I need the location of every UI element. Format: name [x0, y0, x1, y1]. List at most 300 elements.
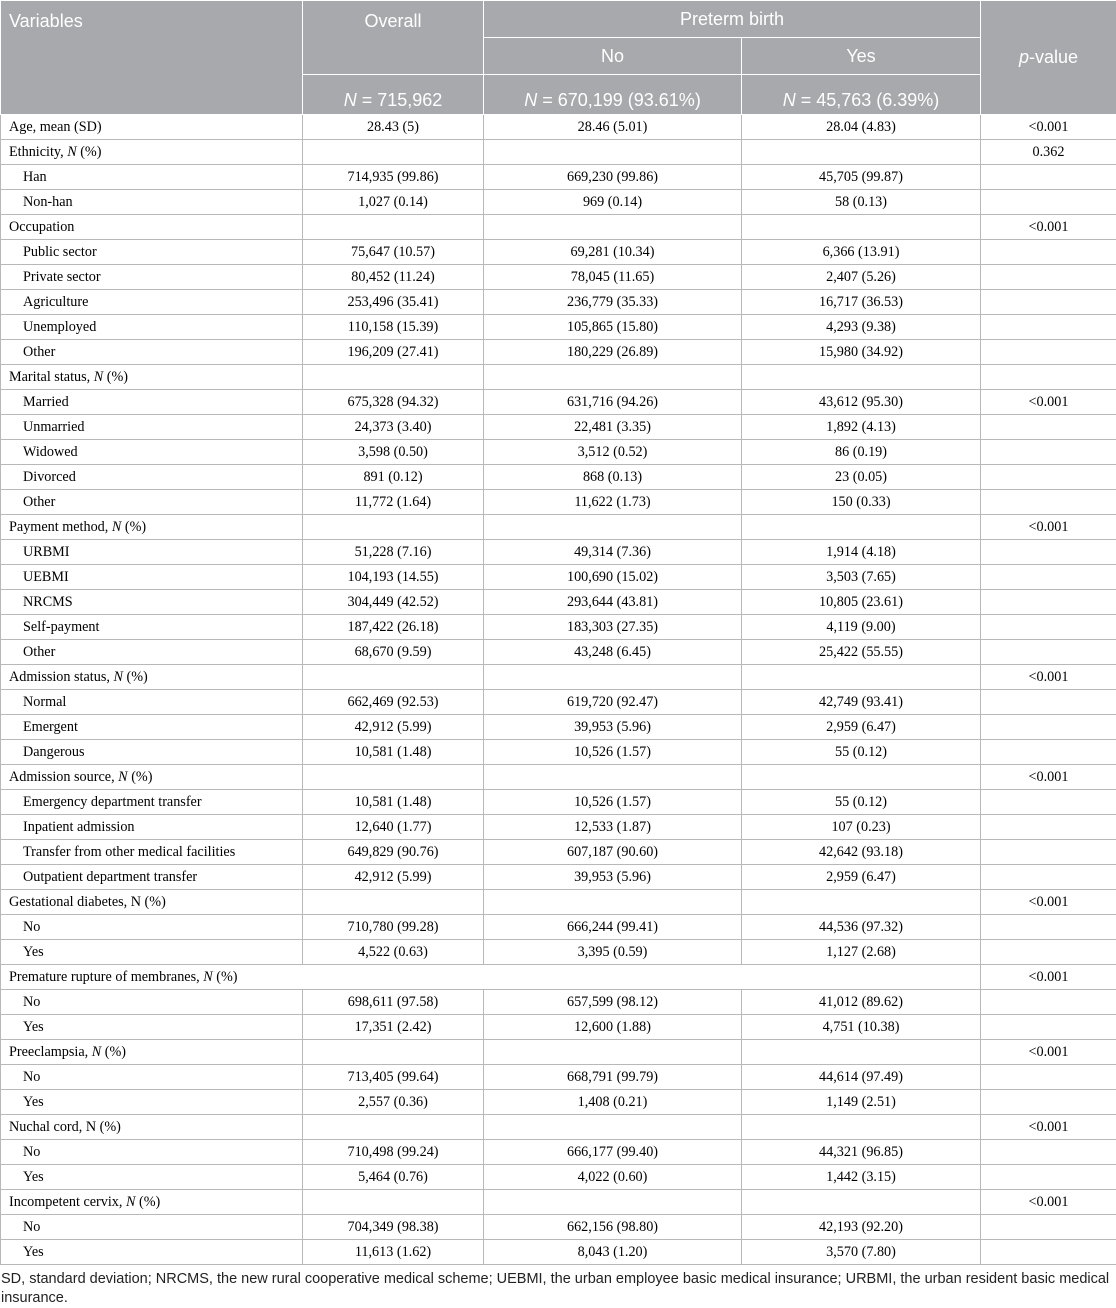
table-row — [1, 940, 1116, 965]
cell-yes: 4,751 (10.38) — [742, 1015, 981, 1040]
cell-overall — [303, 1115, 484, 1140]
table-row — [1, 1015, 1116, 1040]
row-label-text: Marital status, — [9, 369, 94, 385]
cell-yes: 58 (0.13) — [742, 190, 981, 215]
cell-yes: 6,366 (13.91) — [742, 240, 981, 265]
row-label-text: No — [23, 1219, 40, 1235]
row-label — [1, 365, 303, 390]
cell-yes: 15,980 (34.92) — [742, 340, 981, 365]
header-n-yes — [742, 75, 981, 115]
row-label — [1, 790, 303, 815]
cell-overall — [303, 1040, 484, 1065]
cell-p — [981, 1090, 1116, 1115]
cell-yes: 23 (0.05) — [742, 465, 981, 490]
cell-no: 12,533 (1.87) — [484, 815, 742, 840]
table-row-group-header — [1, 1190, 1116, 1215]
row-label — [1, 640, 303, 665]
row-label — [1, 165, 303, 190]
cell-no: 669,230 (99.86) — [484, 165, 742, 190]
row-label — [1, 1015, 303, 1040]
table-row-group-header — [1, 965, 1116, 990]
cell-no: 183,303 (27.35) — [484, 615, 742, 640]
cell-yes: 43,612 (95.30) — [742, 390, 981, 415]
cell-p: <0.001 — [981, 1115, 1116, 1140]
row-label-text: Preeclampsia, — [9, 1044, 92, 1060]
cell-yes — [742, 515, 981, 540]
row-label — [1, 540, 303, 565]
row-label-text: Outpatient department transfer — [23, 869, 197, 885]
row-label — [1, 465, 303, 490]
cell-overall — [303, 890, 484, 915]
cell-overall — [303, 765, 484, 790]
cell-no: 28.46 (5.01) — [484, 115, 742, 140]
cell-p — [981, 440, 1116, 465]
row-label — [1, 1065, 303, 1090]
row-label-text: Yes — [23, 1169, 44, 1185]
cell-p — [981, 190, 1116, 215]
header-variables: Variables — [1, 1, 303, 115]
row-label — [1, 765, 303, 790]
cell-p — [981, 865, 1116, 890]
cell-yes: 107 (0.23) — [742, 815, 981, 840]
cell-overall: 24,373 (3.40) — [303, 415, 484, 440]
cell-yes: 2,959 (6.47) — [742, 865, 981, 890]
table-row — [1, 690, 1116, 715]
table-row — [1, 590, 1116, 615]
row-label-text: Emergent — [23, 719, 78, 735]
row-label-text: Yes — [23, 944, 44, 960]
cell-yes: 3,570 (7.80) — [742, 1240, 981, 1265]
cell-no: 3,395 (0.59) — [484, 940, 742, 965]
cell-no — [484, 140, 742, 165]
table-row — [1, 715, 1116, 740]
cell-p — [981, 315, 1116, 340]
cell-no — [484, 1115, 742, 1140]
table-row — [1, 1140, 1116, 1165]
cell-overall: 710,780 (99.28) — [303, 915, 484, 940]
table-row — [1, 190, 1116, 215]
row-label — [1, 1090, 303, 1115]
header-overall: Overall — [303, 1, 484, 75]
cell-no: 666,244 (99.41) — [484, 915, 742, 940]
row-label — [1, 1190, 303, 1215]
cell-no: 666,177 (99.40) — [484, 1140, 742, 1165]
row-label-text: Other — [23, 494, 55, 510]
cell-p — [981, 540, 1116, 565]
cell-yes — [742, 765, 981, 790]
table-row — [1, 415, 1116, 440]
n-italic: N — [783, 90, 796, 110]
cell-overall — [303, 365, 484, 390]
cell-no: 868 (0.13) — [484, 465, 742, 490]
row-label — [1, 865, 303, 890]
table-row — [1, 640, 1116, 665]
cell-p — [981, 265, 1116, 290]
row-label-text: Transfer from other medical facilities — [23, 844, 235, 860]
cell-overall: 75,647 (10.57) — [303, 240, 484, 265]
cell-yes: 4,293 (9.38) — [742, 315, 981, 340]
row-label — [1, 390, 303, 415]
table-row — [1, 615, 1116, 640]
table-row — [1, 915, 1116, 940]
cell-p — [981, 590, 1116, 615]
row-label-text: Agriculture — [23, 294, 88, 310]
header-p-value — [981, 1, 1116, 115]
table-row-group-header — [1, 215, 1116, 240]
cell-p — [981, 165, 1116, 190]
header-n-overall — [303, 75, 484, 115]
cell-no: 631,716 (94.26) — [484, 390, 742, 415]
cell-p — [981, 290, 1116, 315]
cell-no: 105,865 (15.80) — [484, 315, 742, 340]
row-label-tail: (%) — [128, 769, 153, 785]
cell-p: <0.001 — [981, 390, 1116, 415]
n-yes-value: 45,763 (6.39%) — [816, 90, 939, 110]
row-label — [1, 690, 303, 715]
cell-p — [981, 490, 1116, 515]
table-row — [1, 315, 1116, 340]
cell-p — [981, 365, 1116, 390]
table-row — [1, 840, 1116, 865]
row-label-text: Payment method, — [9, 519, 112, 535]
row-label-text: Married — [23, 394, 69, 410]
table-row — [1, 1165, 1116, 1190]
cell-no: 12,600 (1.88) — [484, 1015, 742, 1040]
cell-yes — [742, 1190, 981, 1215]
cell-p: <0.001 — [981, 765, 1116, 790]
cell-overall — [303, 515, 484, 540]
table-row-group-header — [1, 890, 1116, 915]
cell-overall: 253,496 (35.41) — [303, 290, 484, 315]
cell-p — [981, 815, 1116, 840]
row-label-text: Other — [23, 344, 55, 360]
cell-overall: 704,349 (98.38) — [303, 1215, 484, 1240]
cell-yes: 55 (0.12) — [742, 740, 981, 765]
cell-p: <0.001 — [981, 665, 1116, 690]
header-n-no — [484, 75, 742, 115]
table-row — [1, 165, 1116, 190]
cell-yes: 2,959 (6.47) — [742, 715, 981, 740]
row-label-text: No — [23, 1144, 40, 1160]
row-label-text: Gestational diabetes, N (%) — [9, 894, 166, 910]
row-label-italic: N — [92, 1044, 101, 1060]
cell-no: 78,045 (11.65) — [484, 265, 742, 290]
cell-p: <0.001 — [981, 965, 1116, 990]
table-row — [1, 240, 1116, 265]
cell-p — [981, 990, 1116, 1015]
row-label-text: Dangerous — [23, 744, 84, 760]
cell-overall: 51,228 (7.16) — [303, 540, 484, 565]
cell-overall — [303, 140, 484, 165]
cell-no: 43,248 (6.45) — [484, 640, 742, 665]
cell-overall — [303, 665, 484, 690]
cell-yes: 42,749 (93.41) — [742, 690, 981, 715]
cell-p — [981, 1015, 1116, 1040]
row-label — [1, 1240, 303, 1265]
row-label-tail: (%) — [77, 144, 102, 160]
cell-overall: 10,581 (1.48) — [303, 740, 484, 765]
table-row-group-header — [1, 140, 1116, 165]
cell-overall: 891 (0.12) — [303, 465, 484, 490]
row-label — [1, 565, 303, 590]
row-label — [1, 440, 303, 465]
row-label-text: Nuchal cord, N (%) — [9, 1119, 121, 1135]
cell-yes: 1,149 (2.51) — [742, 1090, 981, 1115]
row-label-text: Widowed — [23, 444, 78, 460]
table-row — [1, 565, 1116, 590]
cell-yes — [742, 140, 981, 165]
row-label-text: Inpatient admission — [23, 819, 135, 835]
cell-yes: 44,536 (97.32) — [742, 915, 981, 940]
n-italic: N — [344, 90, 357, 110]
cell-overall: 42,912 (5.99) — [303, 715, 484, 740]
cell-yes: 10,805 (23.61) — [742, 590, 981, 615]
row-label-text: Ethnicity, — [9, 144, 67, 160]
cell-yes: 150 (0.33) — [742, 490, 981, 515]
table-row — [1, 740, 1116, 765]
cell-overall: 10,581 (1.48) — [303, 790, 484, 815]
row-label-tail: (%) — [135, 1194, 160, 1210]
cell-yes — [742, 665, 981, 690]
cell-no: 8,043 (1.20) — [484, 1240, 742, 1265]
row-label-text: Yes — [23, 1244, 44, 1260]
row-label — [1, 1140, 303, 1165]
cell-overall: 649,829 (90.76) — [303, 840, 484, 865]
cell-no: 668,791 (99.79) — [484, 1065, 742, 1090]
cell-yes — [742, 1040, 981, 1065]
row-label-text: No — [23, 994, 40, 1010]
cell-p: <0.001 — [981, 1190, 1116, 1215]
table-row — [1, 990, 1116, 1015]
table-row — [1, 265, 1116, 290]
table-row — [1, 490, 1116, 515]
row-label-italic: N — [203, 969, 212, 985]
cell-no — [484, 515, 742, 540]
row-label — [1, 290, 303, 315]
cell-no: 10,526 (1.57) — [484, 790, 742, 815]
row-label — [1, 965, 981, 990]
row-label — [1, 1215, 303, 1240]
row-label-italic: N — [112, 519, 121, 535]
cell-p — [981, 240, 1116, 265]
row-label-text: Premature rupture of membranes, — [9, 969, 203, 985]
cell-p — [981, 1165, 1116, 1190]
cell-yes: 41,012 (89.62) — [742, 990, 981, 1015]
table-row-group-header — [1, 1040, 1116, 1065]
cell-no: 11,622 (1.73) — [484, 490, 742, 515]
cell-overall: 710,498 (99.24) — [303, 1140, 484, 1165]
row-label — [1, 615, 303, 640]
cell-yes: 28.04 (4.83) — [742, 115, 981, 140]
cell-yes: 2,407 (5.26) — [742, 265, 981, 290]
cell-no: 39,953 (5.96) — [484, 865, 742, 890]
row-label-text: Occupation — [9, 219, 74, 235]
cell-overall: 698,611 (97.58) — [303, 990, 484, 1015]
cell-p — [981, 615, 1116, 640]
cell-yes: 1,442 (3.15) — [742, 1165, 981, 1190]
cell-overall: 187,422 (26.18) — [303, 615, 484, 640]
row-label-tail: (%) — [101, 1044, 126, 1060]
table-row — [1, 1065, 1116, 1090]
row-label — [1, 890, 303, 915]
row-label-text: Admission source, — [9, 769, 118, 785]
row-label-italic: N — [113, 669, 122, 685]
row-label-text: Incompetent cervix, — [9, 1194, 126, 1210]
table-row-group-header — [1, 365, 1116, 390]
header-preterm-birth: Preterm birth — [484, 1, 981, 38]
row-label — [1, 915, 303, 940]
cell-p — [981, 740, 1116, 765]
row-label — [1, 415, 303, 440]
cell-no: 10,526 (1.57) — [484, 740, 742, 765]
cell-no: 657,599 (98.12) — [484, 990, 742, 1015]
cell-overall — [303, 215, 484, 240]
row-label-text: No — [23, 919, 40, 935]
row-label — [1, 1115, 303, 1140]
table-header — [1, 1, 1116, 115]
table-row-group-header — [1, 765, 1116, 790]
table-row — [1, 790, 1116, 815]
row-label — [1, 140, 303, 165]
cell-no: 39,953 (5.96) — [484, 715, 742, 740]
row-label-tail: (%) — [123, 669, 148, 685]
row-label — [1, 490, 303, 515]
cell-p — [981, 640, 1116, 665]
row-label-text: UEBMI — [23, 569, 69, 585]
table-row — [1, 465, 1116, 490]
row-label-text: Emergency department transfer — [23, 794, 202, 810]
p-rest: -value — [1029, 47, 1078, 67]
cell-p — [981, 915, 1116, 940]
row-label — [1, 240, 303, 265]
cell-no: 619,720 (92.47) — [484, 690, 742, 715]
cell-p — [981, 565, 1116, 590]
cell-no — [484, 365, 742, 390]
cell-p — [981, 1140, 1116, 1165]
cell-no: 607,187 (90.60) — [484, 840, 742, 865]
table-row — [1, 540, 1116, 565]
cell-p: <0.001 — [981, 115, 1116, 140]
cell-overall: 110,158 (15.39) — [303, 315, 484, 340]
cell-no: 969 (0.14) — [484, 190, 742, 215]
cell-overall: 2,557 (0.36) — [303, 1090, 484, 1115]
table-row — [1, 340, 1116, 365]
cell-yes — [742, 365, 981, 390]
n-eq: = — [796, 90, 817, 110]
cell-yes: 44,614 (97.49) — [742, 1065, 981, 1090]
row-label — [1, 115, 303, 140]
cell-yes: 55 (0.12) — [742, 790, 981, 815]
n-eq: = — [357, 90, 378, 110]
cell-overall: 11,613 (1.62) — [303, 1240, 484, 1265]
cell-p: <0.001 — [981, 890, 1116, 915]
row-label-text: Self-payment — [23, 619, 99, 635]
cell-no: 1,408 (0.21) — [484, 1090, 742, 1115]
row-label-text: Han — [23, 169, 47, 185]
cell-p: <0.001 — [981, 1040, 1116, 1065]
cell-yes: 44,321 (96.85) — [742, 1140, 981, 1165]
n-overall-value: 715,962 — [377, 90, 442, 110]
cell-yes — [742, 890, 981, 915]
cell-yes: 1,892 (4.13) — [742, 415, 981, 440]
cell-overall — [303, 1190, 484, 1215]
cell-yes: 1,127 (2.68) — [742, 940, 981, 965]
cell-overall: 662,469 (92.53) — [303, 690, 484, 715]
cell-overall: 17,351 (2.42) — [303, 1015, 484, 1040]
cell-overall: 1,027 (0.14) — [303, 190, 484, 215]
row-label — [1, 515, 303, 540]
cell-p: 0.362 — [981, 140, 1116, 165]
cell-overall: 304,449 (42.52) — [303, 590, 484, 615]
cell-overall: 3,598 (0.50) — [303, 440, 484, 465]
table-row — [1, 440, 1116, 465]
row-label-italic: N — [94, 369, 103, 385]
cell-no — [484, 1040, 742, 1065]
cell-overall: 11,772 (1.64) — [303, 490, 484, 515]
cell-p — [981, 940, 1116, 965]
cell-yes: 25,422 (55.55) — [742, 640, 981, 665]
cell-overall: 80,452 (11.24) — [303, 265, 484, 290]
table-row — [1, 1215, 1116, 1240]
table-row-group-header — [1, 115, 1116, 140]
cell-p — [981, 1065, 1116, 1090]
cell-yes — [742, 1115, 981, 1140]
row-label — [1, 840, 303, 865]
row-label — [1, 740, 303, 765]
n-no-value: 670,199 (93.61%) — [558, 90, 701, 110]
cell-no: 100,690 (15.02) — [484, 565, 742, 590]
row-label — [1, 340, 303, 365]
table-row — [1, 290, 1116, 315]
n-italic: N — [524, 90, 537, 110]
cell-yes: 16,717 (36.53) — [742, 290, 981, 315]
table-row — [1, 865, 1116, 890]
row-label — [1, 940, 303, 965]
table-row-group-header — [1, 1115, 1116, 1140]
cell-overall: 196,209 (27.41) — [303, 340, 484, 365]
row-label-tail: (%) — [103, 369, 128, 385]
cell-p — [981, 340, 1116, 365]
table-row — [1, 815, 1116, 840]
cell-yes — [742, 215, 981, 240]
cell-yes: 4,119 (9.00) — [742, 615, 981, 640]
cell-overall: 12,640 (1.77) — [303, 815, 484, 840]
cell-yes: 86 (0.19) — [742, 440, 981, 465]
row-label-tail: (%) — [121, 519, 146, 535]
cell-p — [981, 840, 1116, 865]
row-label-text: Yes — [23, 1019, 44, 1035]
row-label-text: Private sector — [23, 269, 101, 285]
cell-no: 662,156 (98.80) — [484, 1215, 742, 1240]
cell-no — [484, 215, 742, 240]
cell-p: <0.001 — [981, 515, 1116, 540]
cell-p — [981, 690, 1116, 715]
row-label — [1, 1165, 303, 1190]
header-yes: Yes — [742, 38, 981, 75]
p-italic: p — [1019, 47, 1029, 67]
cell-no — [484, 665, 742, 690]
row-label — [1, 1040, 303, 1065]
row-label-italic: N — [67, 144, 76, 160]
table-row-group-header — [1, 515, 1116, 540]
n-eq: = — [537, 90, 558, 110]
cell-overall: 714,935 (99.86) — [303, 165, 484, 190]
cell-overall: 4,522 (0.63) — [303, 940, 484, 965]
row-label — [1, 665, 303, 690]
cell-overall: 5,464 (0.76) — [303, 1165, 484, 1190]
cell-yes: 45,705 (99.87) — [742, 165, 981, 190]
cell-overall: 713,405 (99.64) — [303, 1065, 484, 1090]
